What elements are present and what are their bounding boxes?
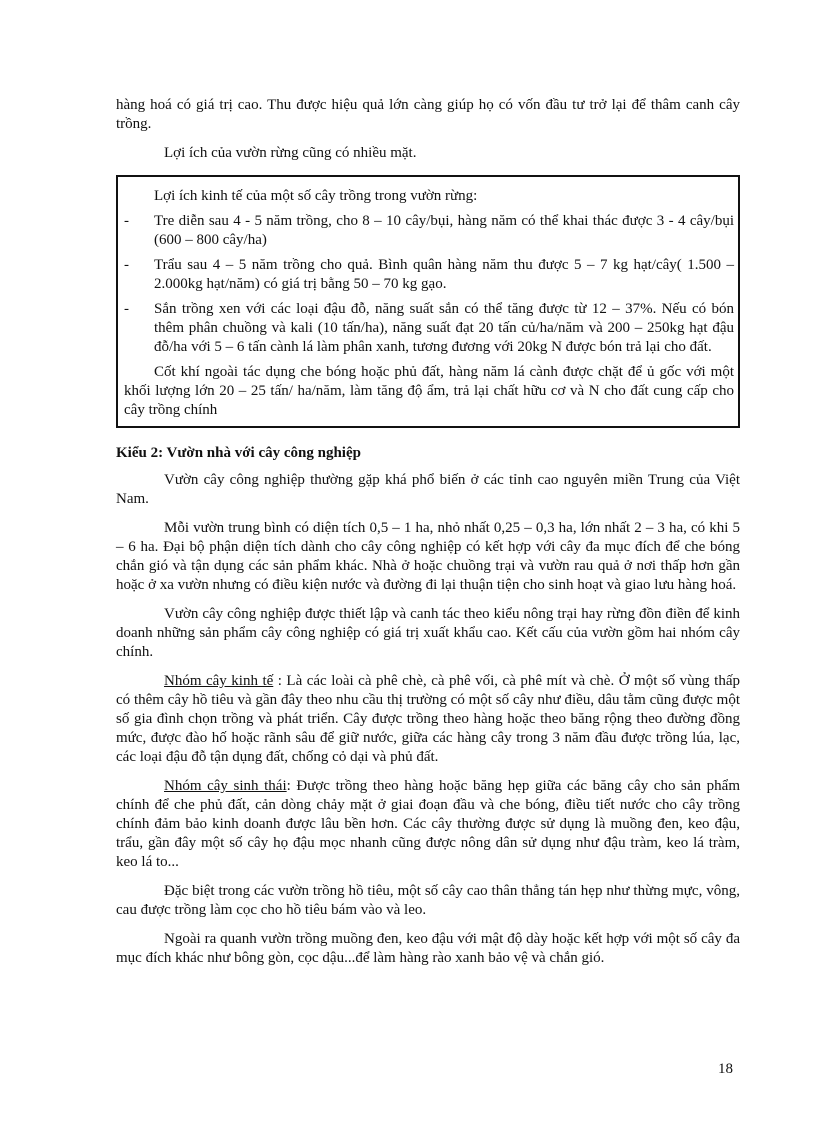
economic-group-text: : Là các loài cà phê chè, cà phê vối, cà phê mít và chè. Ở một số vùng thấp có thêm cây hồ tiêu và gần đây theo nhu cầu thị trường có một số cây như điều, dâu tằm cũng được một số gia đình chọn trồng và phát triển. Cây được trồng theo hàng hoặc theo băng rộng theo đường đồng mức, được đào hố hoặc rãnh sâu để giữ nước, giữa các hàng cây trong 3 năm đầu được trồng lúa, lạc, các loại đậu đỗ tận dụng đất, chống cỏ dại và phủ đất. bbox=[116, 673, 740, 765]
benefits-sentence: Lợi ích của vườn rừng cũng có nhiều mặt. bbox=[164, 145, 417, 161]
intro-continuation: hàng hoá có giá trị cao. Thu được hiệu quả lớn càng giúp họ có vốn đầu tư trở lại để thâm canh cây trồng. bbox=[116, 97, 740, 132]
paragraph: Ngoài ra quanh vườn trồng muồng đen, keo đậu với mật độ dày hoặc kết hợp với một số cây đa mục đích khác như bông gòn, cọc dậu...để làm hàng rào xanh bảo vệ và chắn gió. bbox=[116, 931, 740, 966]
ecological-group-text: : Được trồng theo hàng hoặc băng hẹp giữa các băng cây cho sản phẩm chính để che phủ đất, cản dòng chảy mặt ở giai đoạn đầu và che bóng, điều tiết nước cho cây trồng chính đảm bảo kinh doanh được lâu bền hơn. Các cây thường được sử dụng là muồng đen, keo đậu, trẩu, gần đây một số cây họ đậu mọc nhanh cũng được nông dân sử dụng như đậu tràm, keo lá tràm, keo lá to... bbox=[116, 778, 740, 870]
page-content bbox=[116, 96, 740, 968]
economic-group-label: Nhóm cây kinh tế bbox=[164, 673, 274, 689]
ecological-group-label: Nhóm cây sinh thái bbox=[164, 778, 287, 794]
paragraph-economic-group bbox=[116, 672, 740, 767]
economic-benefits-box bbox=[116, 175, 740, 428]
bullet-marker: - bbox=[124, 257, 129, 273]
bullet-text: Sắn trồng xen với các loại đậu đỗ, năng suất sắn có thể tăng được từ 12 – 37%. Nếu có bón thêm phân chuồng và kali (10 tấn/ha), năng suất đạt 20 tấn củ/ha/năm và 200 – 250kg hạt đậu đỗ/ha với 5 – 6 tấn cành lá làm phân xanh, tương đương với 20kg N được bón trả lại cho đất. bbox=[154, 301, 734, 355]
box-closing: Cốt khí ngoài tác dụng che bóng hoặc phủ đất, hàng năm lá cành được chặt để ủ gốc với một khối lượng lớn 20 – 25 tấn/ ha/năm, làm tăng độ ẩm, trả lại chất hữu cơ và N cho đất cung cấp cho cây trồng chính bbox=[124, 364, 734, 418]
box-heading: Lợi ích kinh tế của một số cây trồng trong vườn rừng: bbox=[154, 188, 478, 204]
paragraph: Mỗi vườn trung bình có diện tích 0,5 – 1 ha, nhỏ nhất 0,25 – 0,3 ha, lớn nhất 2 – 3 ha, có khi 5 – 6 ha. Đại bộ phận diện tích dành cho cây công nghiệp có kết hợp với cây đa mục đích để che bóng chắn gió và tận dụng các sản phẩm khác. Nhà ở hoặc chuồng trại và vườn rau quả ở nơi thấp hơn gần hoặc ở xa vườn nhưng có điều kiện nước và đường đi lại thuận tiện cho sinh hoạt và giao lưu hàng hoá. bbox=[116, 520, 740, 593]
bullet-marker: - bbox=[124, 213, 129, 229]
bullet-text: Tre diễn sau 4 - 5 năm trồng, cho 8 – 10 cây/bụi, hàng năm có thể khai thác được 3 - 4 cây/bụi (600 – 800 cây/ha) bbox=[154, 213, 734, 248]
paragraph: Vườn cây công nghiệp thường gặp khá phổ biến ở các tỉnh cao nguyên miền Trung của Việt Nam. bbox=[116, 472, 740, 507]
paragraph-ecological-group bbox=[116, 777, 740, 872]
page-number: 18 bbox=[718, 1061, 733, 1077]
bullet-text: Trẩu sau 4 – 5 năm trồng cho quả. Bình quân hàng năm thu được 5 – 7 kg hạt/cây( 1.500 – 2.000kg hạt/năm) có giá trị bằng 50 – 70 kg gạo. bbox=[154, 257, 734, 292]
paragraph: Vườn cây công nghiệp được thiết lập và canh tác theo kiểu nông trại hay rừng đồn điền để kinh doanh những sản phẩm cây công nghiệp có giá trị xuất khẩu cao. Kết cấu của vườn gồm hai nhóm cây chính. bbox=[116, 606, 740, 660]
paragraph: Đặc biệt trong các vườn trồng hồ tiêu, một số cây cao thân thẳng tán hẹp như thừng mực, vông, cau được trồng làm cọc cho hồ tiêu bám vào và leo. bbox=[116, 883, 740, 918]
bullet-item bbox=[124, 300, 734, 357]
section-heading: Kiểu 2: Vườn nhà với cây công nghiệp bbox=[116, 445, 361, 461]
bullet-marker: - bbox=[124, 301, 129, 317]
bullet-item bbox=[124, 256, 734, 294]
bullet-item bbox=[124, 212, 734, 250]
